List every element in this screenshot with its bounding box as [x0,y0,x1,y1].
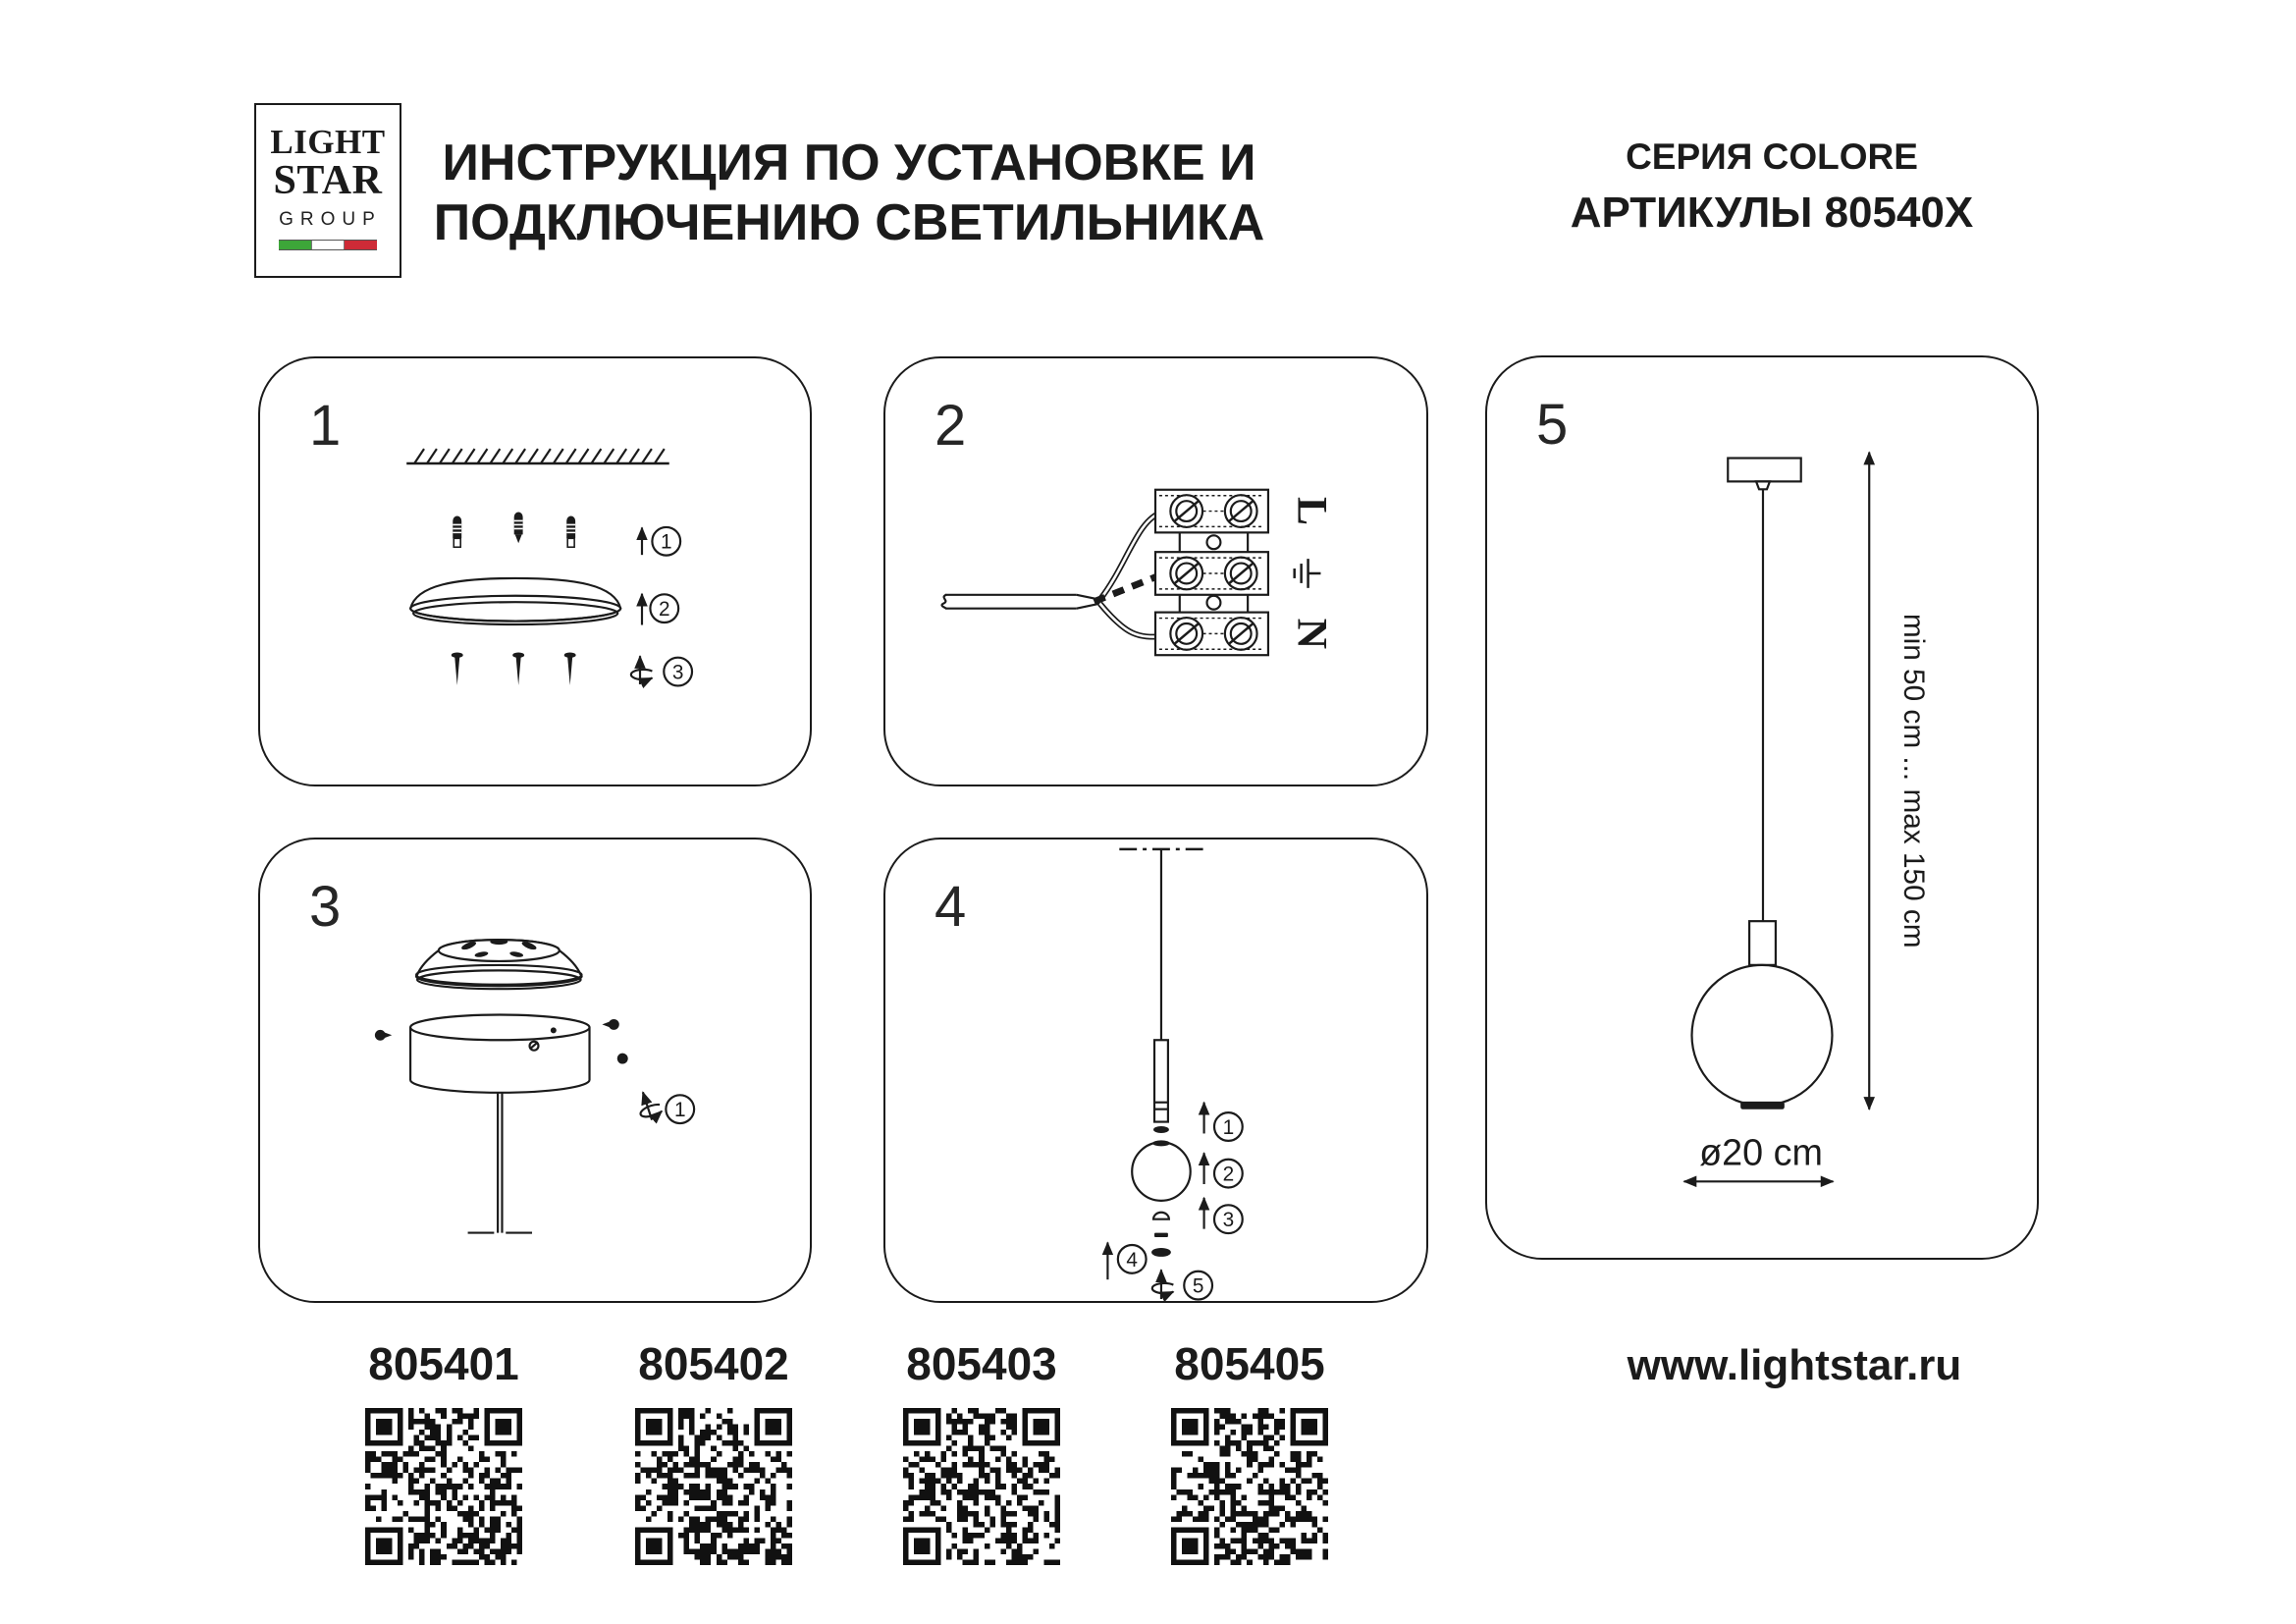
article-code: 805401 [368,1338,519,1389]
panel-2-number: 2 [934,394,967,458]
qr-code [1171,1408,1328,1565]
step-1-badge [666,1095,694,1123]
articles-range: АРТИКУЛЫ 80540X [1570,189,1974,237]
svg-text:2: 2 [1222,1163,1235,1186]
screw-icon [564,652,576,684]
panel-step-3 [258,838,812,1303]
mounting-plate-icon [410,578,620,624]
panel-2-drawing [885,358,1426,785]
panel-3-drawing [260,839,810,1301]
screw-icon [452,652,463,684]
article-item [1132,1337,1367,1570]
italian-flag-icon [279,240,377,250]
screw-rotation-icon [1152,1270,1174,1299]
ceiling-hatch-icon [406,449,669,463]
label-line: L [1288,497,1336,526]
ground-icon [1295,559,1321,588]
wire-line [1100,513,1162,600]
series-header [1526,137,2017,237]
page-title [412,134,1286,253]
height-dimension-label: min 50 cm ... max 150 cm [1896,613,1930,948]
holder-dome-icon [1153,1213,1169,1219]
suspension-rod-icon [468,1093,532,1233]
article-code: 805405 [1174,1338,1325,1389]
logo-word-group: GROUP [279,209,382,230]
svg-text:3: 3 [671,661,684,684]
qr-code [903,1408,1060,1565]
qr-code [365,1408,522,1565]
article-code: 805402 [638,1338,789,1389]
step-1-badge [1214,1112,1243,1141]
dowel-icon [566,516,575,548]
svg-text:5: 5 [1192,1274,1204,1298]
terminal-block-line [1155,490,1268,533]
cord-socket-icon [1154,1040,1168,1121]
panel-1-number: 1 [309,394,342,458]
wire-neutral [1100,604,1162,637]
spacer-bar-icon [1154,1233,1168,1237]
panel-step-2 [883,356,1428,786]
step-2-badge [1214,1160,1243,1188]
step-3-badge [1214,1205,1243,1233]
glass-sphere-icon [1692,965,1833,1106]
svg-text:1: 1 [660,530,672,554]
article-item [326,1337,561,1570]
step-5-badge [1184,1272,1212,1300]
svg-text:4: 4 [1126,1248,1138,1272]
panel-dimensions [1485,355,2039,1260]
terminal-block-ground [1155,552,1268,595]
canopy-cover-icon [416,939,582,989]
svg-text:1: 1 [673,1099,686,1122]
glass-sphere-icon [1132,1140,1190,1200]
page-title-line2: ПОДКЛЮЧЕНИЮ СВЕТИЛЬНИКА [433,194,1265,251]
mains-cable-icon [942,595,1100,609]
wire-ground [1095,574,1162,602]
ceiling-cup-icon [410,1014,589,1092]
logo-word-light: LIGHT [270,123,386,161]
svg-text:3: 3 [1222,1209,1235,1232]
brand-logo [254,103,401,278]
qr-code [635,1408,792,1565]
diffuser-cap-icon [1740,1102,1785,1110]
screw-rotation-icon [634,1089,664,1123]
diffuser-cap-icon [1151,1248,1171,1257]
panel-5-drawing [1487,357,2037,1258]
svg-text:2: 2 [658,598,670,622]
panel-5-number: 5 [1536,393,1569,457]
diameter-label: ø20 cm [1699,1131,1823,1173]
dowel-icon [514,513,523,544]
fixing-ring-icon [1153,1126,1169,1133]
panel-step-4 [883,838,1428,1303]
website-url: www.lightstar.ru [1627,1341,1962,1389]
step-3-badge [664,658,692,686]
step-4-badge [1118,1245,1147,1273]
panel-1-drawing [260,358,810,785]
page-title-line1: ИНСТРУКЦИЯ ПО УСТАНОВКЕ И [442,135,1256,191]
panel-3-number: 3 [309,875,342,939]
dowel-icon [453,516,461,548]
series-name: СЕРИЯ COLORE [1626,136,1918,177]
screw-rotation-icon [631,656,653,684]
screw-icon [512,652,524,684]
article-code: 805403 [906,1338,1057,1389]
terminal-block-neutral [1155,613,1268,656]
article-item [596,1337,831,1570]
panel-step-1 [258,356,812,786]
ceiling-plate-icon [1728,459,1800,490]
logo-word-star: STAR [273,158,383,203]
label-neutral: N [1288,618,1336,650]
article-item [864,1337,1099,1570]
panel-4-drawing [885,839,1426,1301]
step-1-badge [652,527,680,556]
cord-socket-icon [1749,921,1776,965]
panel-4-number: 4 [934,875,967,939]
svg-text:1: 1 [1222,1115,1235,1139]
step-2-badge [650,594,678,623]
